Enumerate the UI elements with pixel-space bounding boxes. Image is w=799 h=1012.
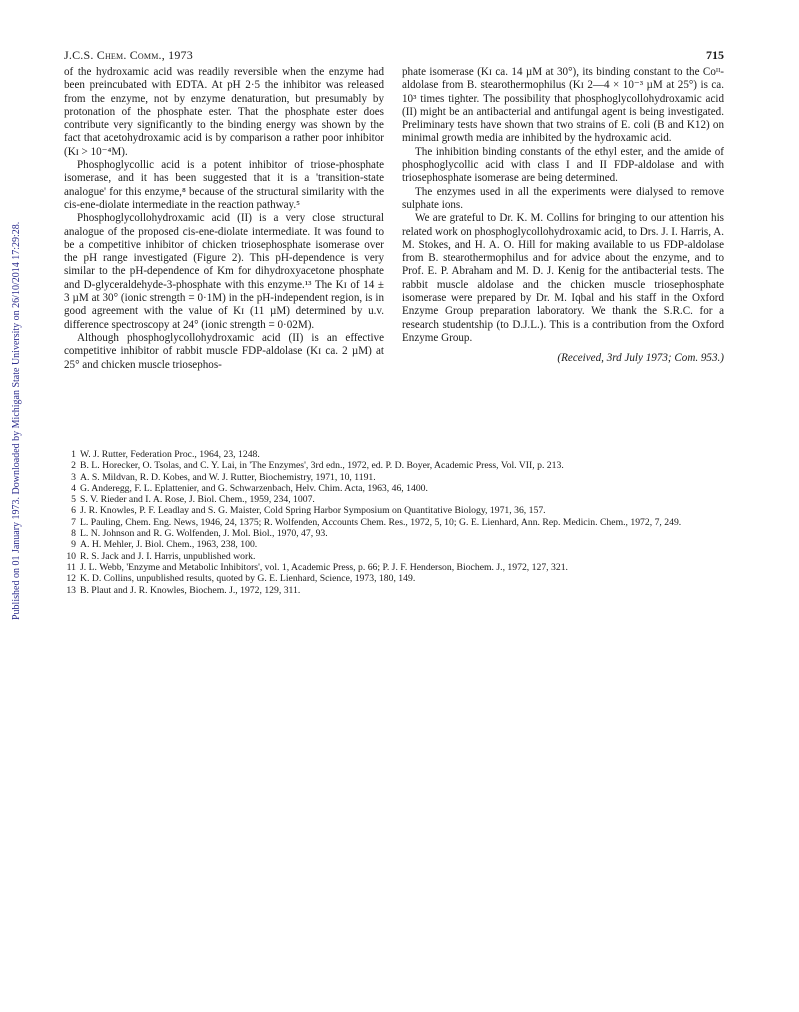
journal-title [64, 48, 193, 63]
reference-item: 12 K. D. Collins, unpublished results, quoted by G. E. Lienhard, Science, 1973, 180, 149. [66, 573, 416, 585]
reference-item: 1 W. J. Rutter, Federation Proc., 1964, 23, 1248. [71, 449, 260, 460]
right-column [402, 66, 724, 366]
reference-item: 4 G. Anderegg, F. L. Eplattenier, and G. Schwarzenbach, Helv. Chim. Acta, 1963, 46, 1400. [71, 482, 428, 494]
reference-item: 10 R. S. Jack and J. I. Harris, unpublished work. [66, 550, 256, 562]
reference-item: 5 S. V. Rieder and I. A. Rose, J. Biol. Chem., 1959, 234, 1007. [71, 494, 315, 506]
reference-item: 13 B. Plaut and J. R. Knowles, Biochem. J., 1972, 129, 311. [66, 584, 301, 596]
reference-item: 2 B. L. Horecker, O. Tsolas, and C. Y. Lai, in 'The Enzymes', 3rd edn., 1972, ed. P. D. Boyer, Academic Press, Vol. VII, p. 213. [71, 460, 564, 472]
reference-item: 3 A. S. Mildvan, R. D. Kobes, and W. J. Rutter, Biochemistry, 1971, 10, 1191. [71, 471, 376, 483]
paragraph: We are grateful to Dr. K. M. Collins for bringing to our attention his related work on phosphoglycollohydroxamic acid, to Drs. J. I. Harris, A. M. Stokes, and H. A. O. Hill for making available to us FDP-aldolase from B. stearothermophilus and for advice about the enzyme, and to Prof. E. P. Abraham and M. D. J. Kenig for the antibacterial tests. The rabbit muscle aldolase and the chicken muscle triosephosphate isomerase were prepared by Dr. M. Iqbal and his staff in the Oxford Enzyme Group preparation laboratory. We thank the S.R.C. for a research studentship (to D.J.L.). This is a contribution from the Oxford Enzyme Group. [402, 212, 724, 344]
page-header [64, 48, 724, 64]
paragraph: Phosphoglycollic acid is a potent inhibitor of triose-phosphate isomerase, and it has been suggested that it is a 'transition-state analogue' for this enzyme,⁸ because of the structural similarity with the cis-ene-diolate intermediate in the reaction pathway.⁵ [64, 159, 384, 211]
download-watermark-text: Published on 01 January 1973. Downloaded by Michigan State University on 26/10/2014 17:29:28. [11, 221, 22, 620]
journal-year: , 1973 [161, 48, 193, 62]
paragraph: of the hydroxamic acid was readily reversible when the enzyme had been preincubated with EDTA. At pH 2·5 the inhibitor was released from the enzyme, not by enzyme denaturation, but presumably by protonation of the phosphate ester. That the phosphate ester does contribute very significantly to the binding energy was shown by the fact that acetohydroxamic acid is by comparison a rather poor inhibitor (Kɪ > 10⁻⁴M). [64, 66, 384, 158]
paragraph: Phosphoglycollohydroxamic acid (II) is a very close structural analogue of the proposed cis-ene-diolate intermediate. It was found to be a competitive inhibitor of chicken triosephosphate isomerase over the pH range investigated (Figure 2). This pH-dependence is very similar to the pH-dependence of Km for dihydroxyacetone phosphate and D-glyceraldehyde-3-phosphate with this enzyme.¹³ The Kɪ of 14 ± 3 µM at 30° (ionic strength = 0·1M) in the pH-independent region, is in good agreement with the value of Kɪ (11 µM) determined by u.v. difference spectroscopy at 24° (ionic strength = 0·02M). [64, 212, 384, 331]
journal-name: Chem. Comm. [96, 48, 162, 62]
paragraph: The inhibition binding constants of the ethyl ester, and the amide of phosphoglycollic acid with class I and II FDP-aldolase and with triosephosphate isomerase are being determined. [402, 145, 724, 185]
reference-item: 11 J. L. Webb, 'Enzyme and Metabolic Inhibitors', vol. 1, Academic Press, p. 66; P. J. F. Henderson, Biochem. J., 1972, 127, 321. [66, 561, 568, 573]
paragraph: phate isomerase (Kɪ ca. 14 µM at 30°), its binding constant to the Coᴵᴵ-aldolase from B. stearothermophilus (Kɪ 2—4 × 10⁻³ µM at 25°) is ca. 10³ times tighter. The possibility that phosphoglycollohydroxamic acid (II) might be an antibacterial and antifungal agent is being investigated. Preliminary tests have shown that two strains of E. coli (B and K12) on minimal growth media are inhibited by the hydroxamic acid. [402, 66, 724, 145]
reference-item: 8 L. N. Johnson and R. G. Wolfenden, J. Mol. Biol., 1970, 47, 93. [71, 528, 328, 540]
reference-item: 9 A. H. Mehler, J. Biol. Chem., 1963, 238, 100. [71, 539, 258, 551]
received-date: (Received, 3rd July 1973; [557, 352, 675, 365]
paragraph: Although phosphoglycollohydroxamic acid (II) is an effective competitive inhibitor of rabbit muscle FDP-aldolase (Kɪ ca. 2 µM) at 25° and chicken muscle triosephos- [64, 331, 384, 371]
journal-prefix: J.C.S. [64, 48, 97, 62]
download-watermark [3, 190, 22, 620]
received-line [402, 352, 724, 365]
communication-number: Com. 953.) [674, 352, 724, 365]
references-list [64, 449, 724, 596]
reference-item: 6 J. R. Knowles, P. F. Leadlay and S. G. Maister, Cold Spring Harbor Symposium on Quantitative Biology, 1971, 36, 157. [71, 505, 546, 517]
reference-item: 7 L. Pauling, Chem. Eng. News, 1946, 24, 1375; R. Wolfenden, Accounts Chem. Res., 1972, 5, 10; G. E. Lienhard, Ann. Rep. Medicin. Chem., 1972, 7, 249. [71, 516, 682, 528]
paragraph: The enzymes used in all the experiments were dialysed to remove sulphate ions. [402, 185, 724, 211]
page-number: 715 [706, 48, 724, 62]
left-column [64, 66, 384, 372]
